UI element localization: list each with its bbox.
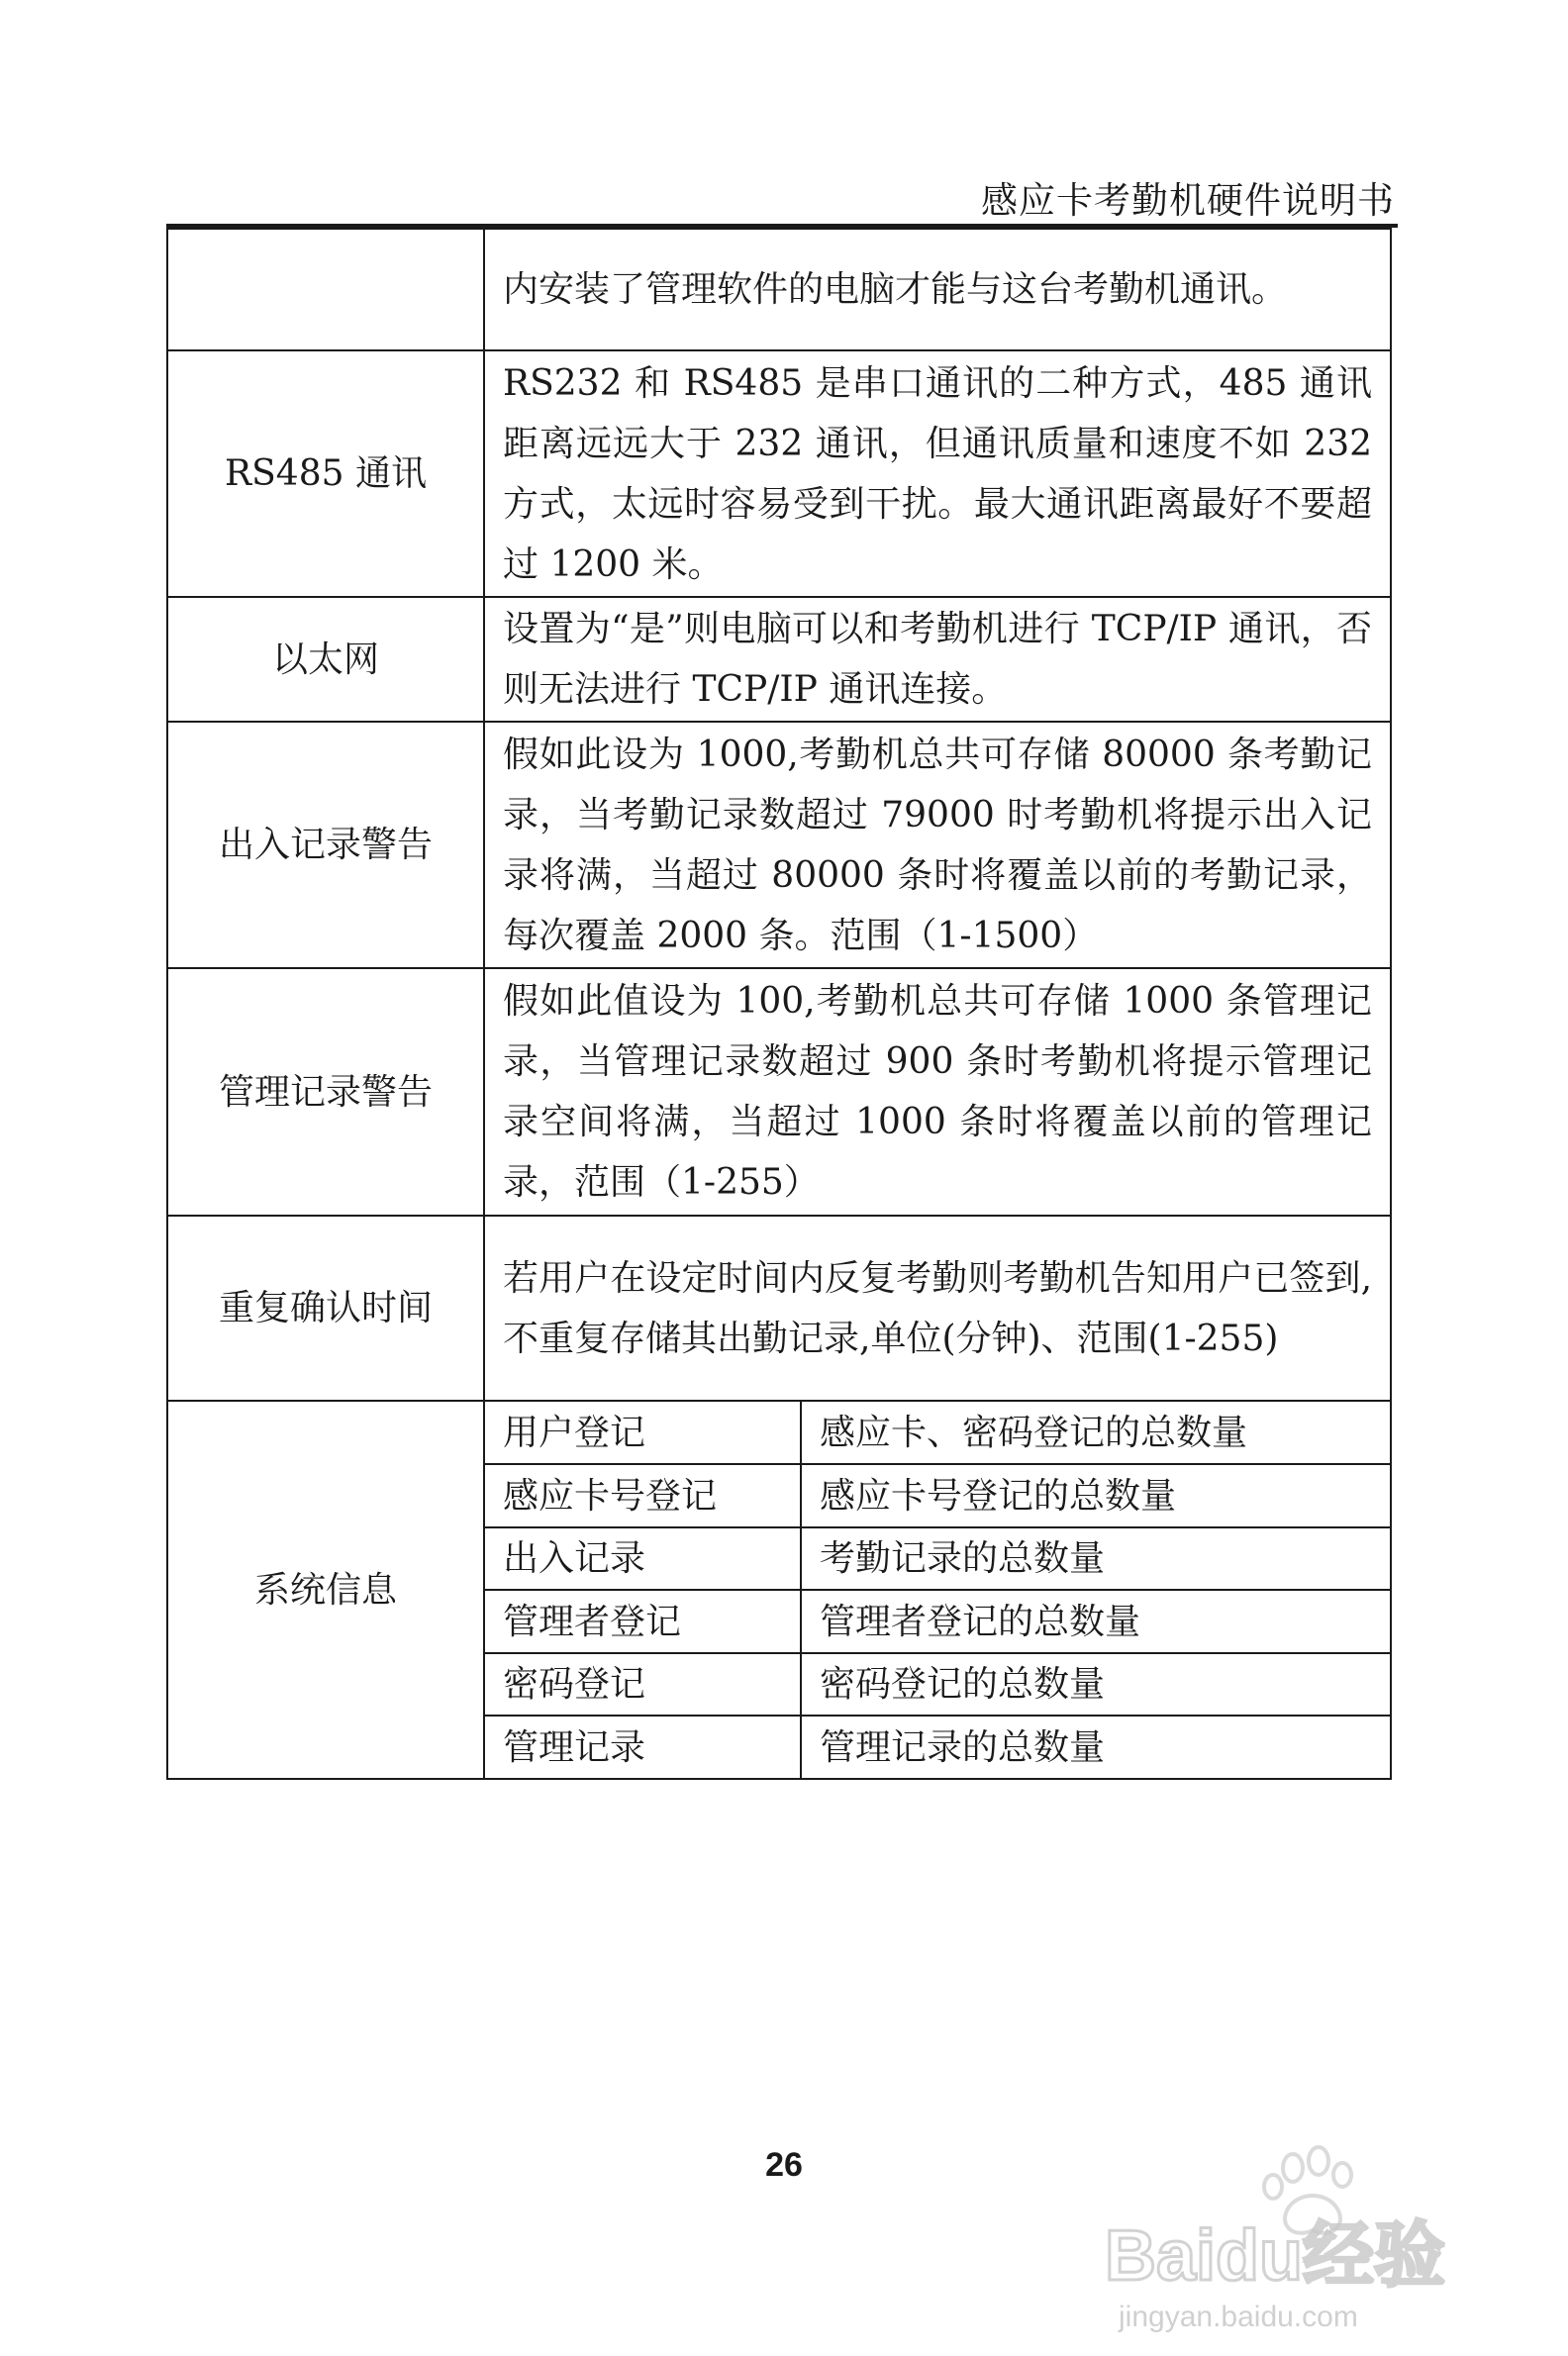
watermark-url: jingyan.baidu.com	[1119, 2301, 1358, 2333]
setting-description: 设置为“是”则电脑可以和考勤机进行 TCP/IP 通讯，否则无法进行 TCP/IP 通讯连接。	[484, 597, 1391, 722]
system-info-item-desc: 考勤记录的总数量	[801, 1527, 1391, 1590]
setting-label	[167, 229, 484, 350]
system-info-item-name: 密码登记	[484, 1653, 801, 1716]
baidu-jingyan-watermark-logo	[1099, 2113, 1485, 2341]
setting-label: RS485 通讯	[167, 350, 484, 597]
setting-label: 以太网	[167, 597, 484, 722]
table-row	[167, 229, 1391, 350]
system-info-item-desc: 感应卡号登记的总数量	[801, 1464, 1391, 1527]
settings-table	[166, 228, 1392, 1780]
system-info-item-desc: 管理记录的总数量	[801, 1716, 1391, 1779]
table-row	[167, 968, 1391, 1216]
system-info-item-name: 感应卡号登记	[484, 1464, 801, 1527]
table-row	[167, 597, 1391, 722]
setting-label: 重复确认时间	[167, 1216, 484, 1401]
system-info-item-desc: 感应卡、密码登记的总数量	[801, 1401, 1391, 1464]
system-info-item-name: 管理者登记	[484, 1590, 801, 1653]
table-row	[167, 1401, 1391, 1464]
setting-description: 若用户在设定时间内反复考勤则考勤机告知用户已签到,不重复存储其出勤记录,单位(分钟)、范围(1-255)	[484, 1216, 1391, 1401]
system-info-item-name: 管理记录	[484, 1716, 801, 1779]
setting-description: 假如此设为 1000,考勤机总共可存储 80000 条考勤记录，当考勤记录数超过 79000 时考勤机将提示出入记录将满，当超过 80000 条时将覆盖以前的考勤记录，每次覆盖 2000 条。范围（1-1500）	[484, 722, 1391, 968]
system-info-item-desc: 管理者登记的总数量	[801, 1590, 1391, 1653]
setting-description: 假如此值设为 100,考勤机总共可存储 1000 条管理记录，当管理记录数超过 900 条时考勤机将提示管理记录空间将满，当超过 1000 条时将覆盖以前的管理记录，范围（1-255）	[484, 968, 1391, 1216]
watermark-brand: Baidu经验	[1105, 2216, 1446, 2296]
setting-description: RS232 和 RS485 是串口通讯的二种方式，485 通讯距离远远大于 232 通讯，但通讯质量和速度不如 232 方式，太远时容易受到干扰。最大通讯距离最好不要超过 1200 米。	[484, 350, 1391, 597]
setting-description: 内安装了管理软件的电脑才能与这台考勤机通讯。	[484, 229, 1391, 350]
setting-label: 出入记录警告	[167, 722, 484, 968]
setting-label: 管理记录警告	[167, 968, 484, 1216]
table-row	[167, 722, 1391, 968]
document-header-title: 感应卡考勤机硬件说明书	[981, 179, 1395, 222]
table-row	[167, 350, 1391, 597]
table-row	[167, 1216, 1391, 1401]
system-info-item-name: 用户登记	[484, 1401, 801, 1464]
page-number: 26	[765, 2146, 803, 2184]
system-info-label: 系统信息	[167, 1401, 484, 1779]
system-info-item-name: 出入记录	[484, 1527, 801, 1590]
system-info-item-desc: 密码登记的总数量	[801, 1653, 1391, 1716]
